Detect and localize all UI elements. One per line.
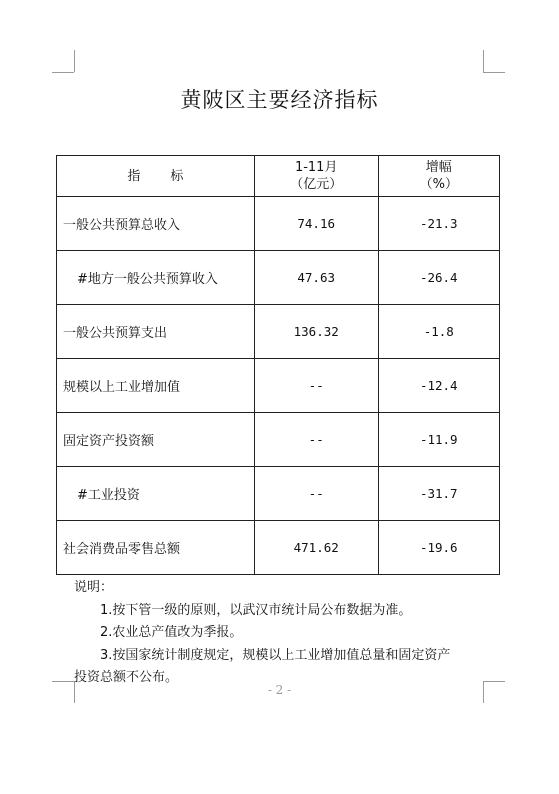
notes-title: 说明：	[74, 580, 114, 595]
row-growth: -12.4	[378, 359, 499, 413]
header-growth-unit: （%）	[419, 177, 458, 192]
row-name: 规模以上工业增加值	[57, 359, 255, 413]
header-growth	[378, 156, 499, 197]
row-value: --	[254, 359, 378, 413]
row-value: 471.62	[254, 521, 378, 575]
row-name: #地方一般公共预算收入	[57, 251, 255, 305]
row-name: 固定资产投资额	[57, 413, 255, 467]
table-row	[57, 305, 500, 359]
table-row	[57, 359, 500, 413]
row-value: 136.32	[254, 305, 378, 359]
crop-mark-top-right	[483, 72, 505, 73]
row-name: 一般公共预算支出	[57, 305, 255, 359]
header-growth-label: 增幅	[425, 160, 452, 175]
row-name: #工业投资	[57, 467, 255, 521]
row-growth: -21.3	[378, 197, 499, 251]
page-title: 黄陂区主要经济指标	[180, 88, 379, 112]
row-value: --	[254, 413, 378, 467]
crop-mark-top-right	[483, 50, 484, 72]
note-item-continuation: 投资总额不公布。	[74, 670, 179, 685]
row-value: 47.63	[254, 251, 378, 305]
note-item: 3.按国家统计制度规定，规模以上工业增加值总量和固定资产	[100, 647, 451, 663]
crop-mark-top-left	[52, 72, 74, 73]
row-name: 一般公共预算总收入	[57, 197, 255, 251]
page-number: - 2 -	[267, 683, 292, 697]
table-row	[57, 467, 500, 521]
crop-mark-bottom-left	[52, 681, 74, 682]
row-growth: -1.8	[378, 305, 499, 359]
table-row	[57, 521, 500, 575]
row-growth: -19.6	[378, 521, 499, 575]
header-indicator-char-2: 标	[170, 168, 184, 184]
note-item: 2.农业总产值改为季报。	[100, 625, 243, 640]
row-value: --	[254, 467, 378, 521]
row-growth: -31.7	[378, 467, 499, 521]
notes-section	[74, 577, 494, 690]
note-item: 1.按下管一级的原则，以武汉市统计局公布数据为准。	[100, 602, 412, 618]
header-value	[254, 156, 378, 197]
header-value-unit: （亿元）	[290, 177, 343, 192]
crop-mark-top-left	[74, 50, 75, 72]
header-value-period: 1-11月	[294, 160, 338, 175]
row-name: 社会消费品零售总额	[57, 521, 255, 575]
row-growth: -11.9	[378, 413, 499, 467]
header-indicator	[57, 156, 255, 197]
row-value: 74.16	[254, 197, 378, 251]
header-indicator-char-1: 指	[127, 168, 141, 184]
table-row	[57, 197, 500, 251]
row-growth: -26.4	[378, 251, 499, 305]
table-header-row	[57, 156, 500, 197]
table-row	[57, 251, 500, 305]
indicator-table	[56, 155, 500, 575]
table-row	[57, 413, 500, 467]
